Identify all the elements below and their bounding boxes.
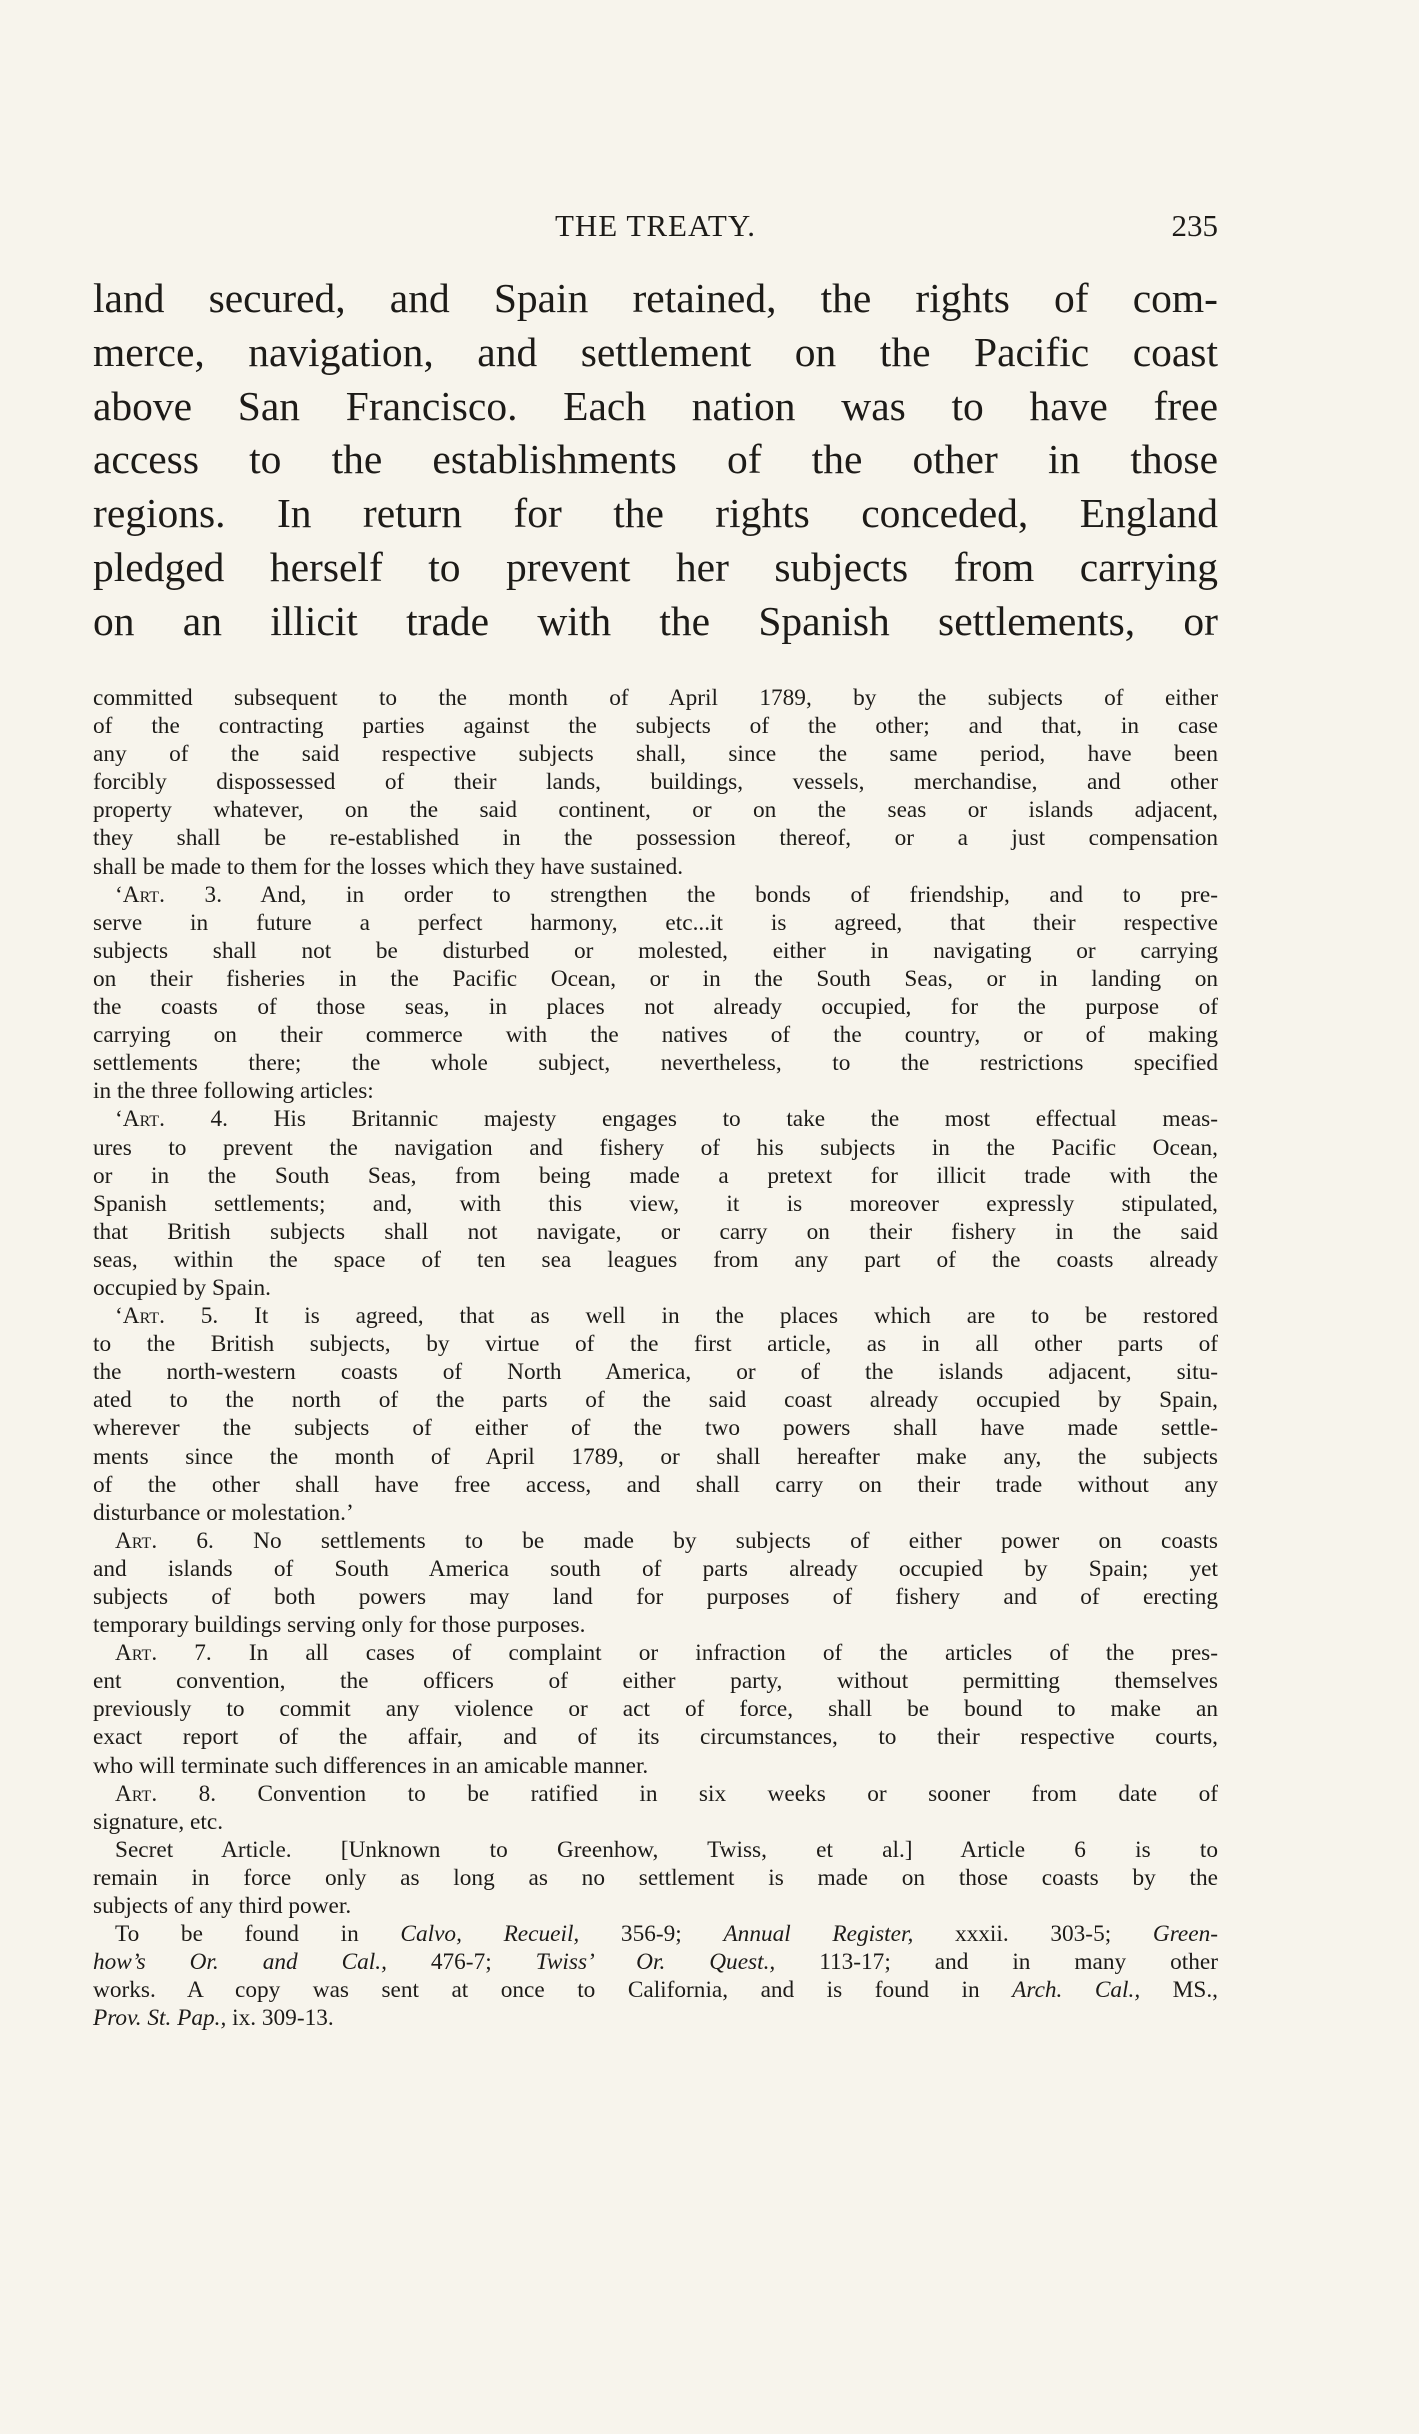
article-5-heading-line	[93, 1302, 1218, 1330]
article-8-heading-line	[93, 1780, 1218, 1808]
note-line: or in the South Seas, from being made a pretext for illicit trade with the	[93, 1162, 1218, 1189]
note-line: temporary buildings serving only for those purposes.	[93, 1612, 586, 1639]
note-text: . 4. His Britannic majesty engages to take the most effectual meas-	[159, 1106, 1218, 1133]
citation-line	[93, 1948, 1218, 1976]
note-line: they shall be re-established in the possession thereof, or a just compensation	[93, 825, 1218, 852]
note-line: remain in force only as long as no settlement is made on those coasts by the	[93, 1864, 1218, 1891]
note-text: works. A copy was sent at once to California, and is found in	[93, 1977, 1013, 2004]
main-text-line: regions. In return for the rights conceded, England	[93, 490, 1218, 537]
note-text: MS.,	[1140, 1977, 1218, 2004]
note-line: disturbance or molestation.’	[93, 1499, 354, 1526]
note-text: ix. 309-13.	[226, 2005, 334, 2032]
note-line: forcibly dispossessed of their lands, buildings, vessels, merchandise, and other	[93, 769, 1218, 796]
citation-title: Twiss’ Or. Quest.,	[535, 1949, 776, 1976]
main-text-line: on an illicit trade with the Spanish settlements, or	[93, 597, 1218, 644]
note-line: that British subjects shall not navigate, or carry on their fishery in the said	[93, 1218, 1218, 1245]
article-label: Art	[122, 881, 160, 908]
note-line: who will terminate such differences in an amicable manner.	[93, 1752, 649, 1779]
note-line: any of the said respective subjects shall, since the same period, have been	[93, 741, 1218, 768]
note-line: shall be made to them for the losses which they have sustained.	[93, 853, 684, 880]
note-text: . 3. And, in order to strengthen the bonds of friendship, and to pre-	[159, 881, 1218, 908]
note-line: ments since the month of April 1789, or shall hereafter make any, the subjects	[93, 1443, 1218, 1470]
citation-line	[93, 1920, 1218, 1948]
article-4-heading-line	[93, 1105, 1218, 1133]
quote-mark: ‘	[115, 1106, 123, 1133]
citation-line	[93, 2004, 1218, 2032]
note-text: . 6. No settlements to be made by subjects of either power on coasts	[151, 1527, 1218, 1554]
note-line: signature, etc.	[93, 1808, 224, 1835]
note-text: 476-7;	[386, 1949, 536, 1976]
note-line: committed subsequent to the month of April 1789, by the subjects of either	[93, 685, 1218, 711]
note-line: on their fisheries in the Pacific Ocean, or in the South Seas, or in landing on	[93, 965, 1218, 992]
note-line: ated to the north of the parts of the said coast already occupied by Spain,	[93, 1387, 1218, 1414]
note-line: ent convention, the officers of either party, without permitting themselves	[93, 1668, 1218, 1695]
note-line: occupied by Spain.	[93, 1274, 271, 1301]
article-label: Art	[115, 1780, 152, 1807]
note-text: To be found in	[115, 1921, 401, 1948]
note-line: carrying on their commerce with the natives of the country, or of making	[93, 1022, 1218, 1049]
citation-title: Prov. St. Pap.,	[93, 2005, 227, 2032]
citation-title: Arch. Cal.,	[1012, 1977, 1141, 2004]
citation-title: Green-	[1152, 1921, 1218, 1948]
article-label: Art	[115, 1640, 152, 1667]
note-line: serve in future a perfect harmony, etc...it is agreed, that their respective	[93, 909, 1218, 936]
main-text-line: above San Francisco. Each nation was to have free	[93, 382, 1218, 429]
article-6-heading-line	[93, 1527, 1218, 1555]
citation-title: Calvo, Recueil,	[400, 1921, 580, 1948]
note-line: wherever the subjects of either of the two powers shall have made settle-	[93, 1415, 1218, 1442]
note-line: property whatever, on the said continent, or on the seas or islands adjacent,	[93, 797, 1218, 824]
article-label: Art	[122, 1106, 160, 1133]
note-line: and islands of South America south of parts already occupied by Spain; yet	[93, 1555, 1218, 1582]
note-line: the north-western coasts of North America, or of the islands adjacent, situ-	[93, 1359, 1218, 1386]
footnote-block	[93, 684, 1218, 2033]
note-text: . 5. It is agreed, that as well in the places which are to be restored	[159, 1303, 1218, 1330]
main-text-line: land secured, and Spain retained, the rights of com-	[93, 275, 1218, 321]
article-label: Art	[122, 1303, 160, 1330]
main-text-line: pledged herself to prevent her subjects from carrying	[93, 543, 1218, 590]
quote-mark: ‘	[115, 881, 123, 908]
note-line: Spanish settlements; and, with this view, it is moreover expressly stipulated,	[93, 1190, 1218, 1217]
note-line: subjects of both powers may land for purposes of fishery and of erecting	[93, 1584, 1218, 1610]
note-line: settlements there; the whole subject, nevertheless, to the restrictions specified	[93, 1050, 1218, 1077]
note-line: to the British subjects, by virtue of the first article, as in all other parts of	[93, 1331, 1218, 1358]
note-text: 113-17; and in many other	[775, 1949, 1218, 1976]
main-text	[93, 272, 1218, 649]
note-line: ures to prevent the navigation and fishery of his subjects in the Pacific Ocean,	[93, 1134, 1218, 1161]
article-3-heading-line	[93, 881, 1218, 909]
note-line: seas, within the space of ten sea leagues from any part of the coasts already	[93, 1246, 1218, 1273]
citation-title: how’s Or. and Cal.,	[93, 1949, 387, 1976]
note-text: xxxii. 303-5;	[913, 1921, 1153, 1948]
main-text-line: merce, navigation, and settlement on the Pacific coast	[93, 328, 1218, 375]
running-title: THE TREATY.	[554, 208, 757, 243]
note-line: exact report of the affair, and of its circumstances, to their respective courts,	[93, 1724, 1218, 1751]
running-head	[93, 206, 1218, 246]
note-line: of the other shall have free access, and shall carry on their trade without any	[93, 1471, 1218, 1498]
note-line: in the three following articles:	[93, 1078, 374, 1105]
citation-line	[93, 1976, 1218, 2004]
note-line: subjects shall not be disturbed or molested, either in navigating or carrying	[93, 937, 1218, 964]
note-line: subjects of any third power.	[93, 1893, 352, 1920]
note-line: the coasts of those seas, in places not already occupied, for the purpose of	[93, 994, 1218, 1021]
note-text: . 7. In all cases of complaint or infraction of the articles of the pres-	[151, 1640, 1218, 1667]
secret-article-line: Secret Article. [Unknown to Greenhow, Twiss, et al.] Article 6 is to	[115, 1836, 1218, 1863]
note-line: of the contracting parties against the subjects of the other; and that, in case	[93, 713, 1218, 740]
note-text: 356-9;	[579, 1921, 724, 1948]
note-line: previously to commit any violence or act of force, shall be bound to make an	[93, 1696, 1218, 1723]
article-label: Art	[115, 1527, 152, 1554]
note-text: . 8. Convention to be ratified in six weeks or sooner from date of	[151, 1780, 1218, 1807]
article-7-heading-line	[93, 1639, 1218, 1667]
citation-title: Annual Register,	[723, 1921, 914, 1948]
quote-mark: ‘	[115, 1303, 123, 1330]
main-text-line: access to the establishments of the other in those	[93, 436, 1218, 483]
page-number: 235	[1171, 208, 1218, 243]
